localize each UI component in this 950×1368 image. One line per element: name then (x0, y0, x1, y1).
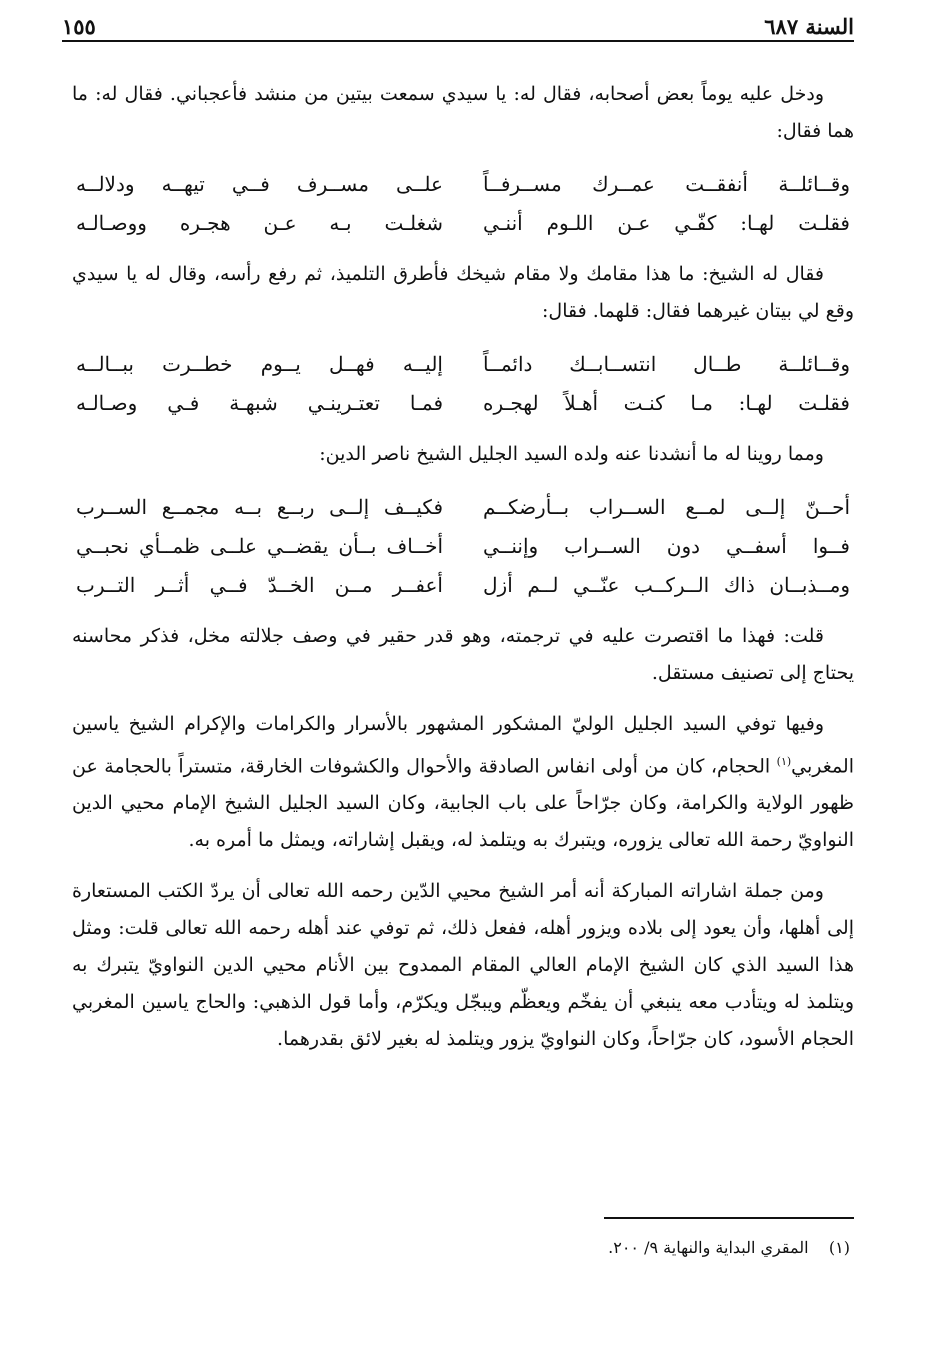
paragraph-4: قلت: فهذا ما اقتصرت عليه في ترجمته، وهو قدر حقير في وصف جلالته مخل، فذكر محاسنه يحتاج إلى تصنيف مستقل. (72, 625, 854, 684)
hemistich-first: فقلـت لهـا: مـا كنـت أهـلاً لهجـره (483, 390, 850, 415)
footnote-text: المقري البداية والنهاية ٩/ ٢٠٠. (608, 1238, 809, 1257)
header-title: السنة ٦٨٧ (764, 14, 854, 39)
paragraph-1: ودخل عليه يوماً بعض أصحابه، فقال له: يا سيدي سمعت بيتين من منشد فأعجباني. فقال له: ما هما فقال: (72, 83, 854, 142)
verse-line (72, 164, 854, 203)
running-header (62, 14, 854, 42)
footnote-ref: (١) (776, 755, 792, 768)
hemistich-first: فــوا أسفــي دون الســراب وإننــي (483, 533, 850, 558)
hemistich-first: فقلـت لهـا: كفّـي عـن اللـوم أننـي (483, 210, 850, 235)
poem-2 (72, 344, 854, 422)
hemistich-first: ومــذبــان ذاك الــركــب عنّــي لــم أزل (483, 572, 850, 597)
main-text (72, 76, 854, 1058)
hemistich-second: فكيــف إلــى ربــع بــه مجمــع الســرب (76, 494, 443, 519)
verse-line (72, 203, 854, 242)
hemistich-second: فمـا تعتـرينـي شبهـة فـي وصـالـه (76, 390, 443, 415)
page-number: ١٥٥ (62, 14, 96, 39)
verse-line (72, 487, 854, 526)
paragraph-5: وفيها توفي السيد الجليل الوليّ المشكور المشهور بالأسرار والكرامات والإكرام الشيخ ياسين المغربي$^{(١)}$ الحجام، كان من أولى انفاس الصادقة والأحوال والكشوفات الخارقة، متستراً بالحجامة عن ظهور الولاية والكرامة، وكان جرّاحاً على باب الجابية، وكان السيد الجليل الشيخ الإمام محيي الدين النواويّ رحمة الله تعالى يزوره، ويتبرك به ويتلمذ له، ويقبل إشاراته، ويمثل ما أمره به. (72, 713, 854, 852)
footnote (608, 1236, 850, 1260)
hemistich-first: وقــائلــة أنفقــت عمــرك مســرفــاً (483, 171, 850, 196)
hemistich-second: إليــه فهــل يــوم خطــرت ببــالــه (76, 351, 443, 376)
hemistich-first: أحــنّ إلــى لمــع الســراب بــأرضكــم (483, 494, 850, 519)
paragraph-6: ومن جملة اشاراته المباركة أنه أمر الشيخ محيي الدّين رحمه الله تعالى أن يردّ الكتب المستعارة إلى أهلها، وأن يعود إلى بلاده ويزور أهله، ففعل ذلك، ثم توفي عند أهله رحمه الله تعالى قلت: ومثل هذا السيد الذي كان الشيخ الإمام العالي المقام الممدوح بين الأنام محيي الدين النواويّ يتبرك به ويتلمذ له ويتأدب معه ينبغي أن يفخّم ويعظّم ويبجّل ويكرّم، وأما قول الذهبي: والحاج ياسين المغربي الحجام الأسود، كان جرّاحاً، وكان النواويّ يزور ويتلمذ له بغير لائق بقدرهما. (72, 880, 854, 1051)
poem-1 (72, 164, 854, 242)
hemistich-second: أخــاف بــأن يقضــي علــى ظمــأي نحبــي (76, 533, 443, 558)
verse-line (72, 565, 854, 604)
verse-line (72, 526, 854, 565)
footnote-divider (604, 1217, 854, 1219)
paragraph-3: ومما روينا له ما أنشدنا عنه ولده السيد الجليل الشيخ ناصر الدين: (319, 443, 824, 465)
hemistich-first: وقــائلــة طــال انتســابــك دائمــاً (483, 351, 850, 376)
paragraph-2: فقال له الشيخ: ما هذا مقامك ولا مقام شيخك فأطرق التلميذ، ثم رفع رأسه، وقال له يا سيدي وقع لي بيتان غيرهما فقال: قلهما. فقال: (72, 263, 854, 322)
verse-line (72, 383, 854, 422)
hemistich-second: شغلـت بـه عـن هجـره ووصـالـه (76, 210, 443, 235)
hemistich-second: أعفــر مــن الخــدّ فــي أثــر التــرب (76, 572, 443, 597)
footnote-number: (١) (828, 1238, 850, 1257)
hemistich-second: علــى مســرف فــي تيهــه ودلالــه (76, 171, 443, 196)
poem-3 (72, 487, 854, 604)
verse-line (72, 344, 854, 383)
